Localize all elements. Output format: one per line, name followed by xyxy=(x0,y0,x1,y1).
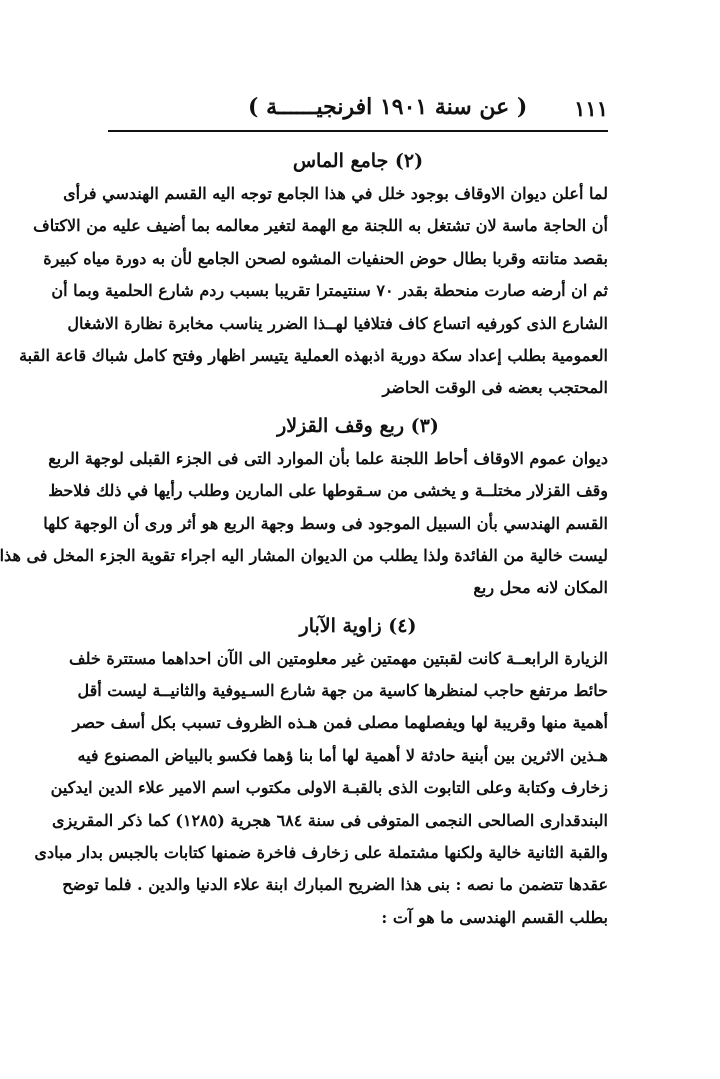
text-line: القسم الهندسي بأن السبيل الموجود فى وسط وجهة الربع هو أثر ورى أن الوجهة كلها xyxy=(43,513,608,533)
text-line: ليست خالية من الفائدة ولذا يطلب من الديوان المشار اليه اجراء تقوية الجزء المخل فى هذا xyxy=(0,545,608,565)
section-title: (٢) جامع الماس xyxy=(292,150,424,172)
text-line: الزيارة الرابعــة كانت لقبتين مهمتين غير معلومتين الى الآن احداهما مستترة خلف xyxy=(69,648,608,668)
text-line: الشارع الذى كورفيه اتساع كاف فتلافيا لهــذا الضرر يناسب مخابرة نظارة الاشغال xyxy=(67,313,608,333)
text-line: المكان لانه محل ربع xyxy=(473,578,608,598)
text-line: المحتجب بعضه فى الوقت الحاضر xyxy=(382,378,608,398)
section-zawiyat-al-abar xyxy=(34,609,608,935)
header-rule xyxy=(108,130,608,132)
section-rab-waqf-al-quzlar xyxy=(0,409,608,605)
text-line: والقبة الثانية خالية ولكنها مشتملة على زخارف فاخرة ضمنها كتابات بالجبس بدار مبادى xyxy=(34,843,608,863)
text-line: لما أعلن ديوان الاوقاف بوجود خلل في هذا الجامع توجه اليه القسم الهندسي فرأى xyxy=(63,184,608,203)
running-title: ( عن سنة ١٩٠١ افرنجيــــــة ) xyxy=(248,94,528,120)
text-line: وقف القزلار مختلــة و يخشى من سـقوطها على المارين وطلب رأيها في ذلك فلاحظ xyxy=(48,481,608,501)
text-line: بطلب القسم الهندسى ما هو آت : xyxy=(381,907,608,927)
section-jami-al-mas xyxy=(19,144,608,405)
page-header xyxy=(108,92,608,126)
text-line: بقصد متانته وقربا بطال حوض الحنفيات المشوه لصحن الجامع لأن به دورة مياه كبيرة xyxy=(43,248,608,268)
text-line: البندقدارى الصالحى النجمى المتوفى فى سنة ٦٨٤ هجرية (١٢٨٥) كما ذكر المقريزى xyxy=(51,810,608,830)
section-title: (٤) زاوية الآبار xyxy=(299,614,417,637)
text-line: أن الحاجة ماسة لان تشتغل به اللجنة مع الهمة لتغير معالمه بما أضيف عليه من الاكتاف xyxy=(33,216,608,236)
text-line: زخارف وكتابة وعلى التابوت الذى بالقبـة الاولى مكتوب اسم الامير علاء الدين ايدكين xyxy=(50,778,608,798)
text-line: العمومية بطلب إعداد سكة دورية اذبهذه العملية يتيسر اظهار وفتح كامل شباك قاعة القبة xyxy=(19,345,608,365)
text-line: أهمية منها وقريبة لها ويفصلهما مصلى فمن هـذه الظروف تسبب بكل أسف حصر xyxy=(72,713,608,733)
page-number: ١١١ xyxy=(574,96,608,121)
text-line: عقدها تتضمن ما نصه : بنى هذا الضريح المبارك ابنة علاء الدنيا والدين . فلما توضح xyxy=(62,875,608,895)
text-line: هـذين الاثرين بين أبنية حادثة لا أهمية لها أما بنا ؤهما فكسو بالبياض المصنوع فيه xyxy=(77,745,608,765)
page-content xyxy=(0,140,608,934)
text-line: حائط مرتفع حاجب لمنظرها كاسية من جهة شارع السـيوفية والثانيــة ليست أقل xyxy=(77,681,608,701)
section-title: (٣) ربع وقف القزلار xyxy=(277,414,439,437)
text-line: ديوان عموم الاوقاف أحاط اللجنة علما بأن الموارد التى فى الجزء القبلى لوجهة الربع xyxy=(48,448,608,468)
text-line: ثم ان أرضه صارت منحطة بقدر ٧٠ سنتيمترا تقريبا بسبب ردم شارع الحلمية وبما أن xyxy=(51,281,608,301)
